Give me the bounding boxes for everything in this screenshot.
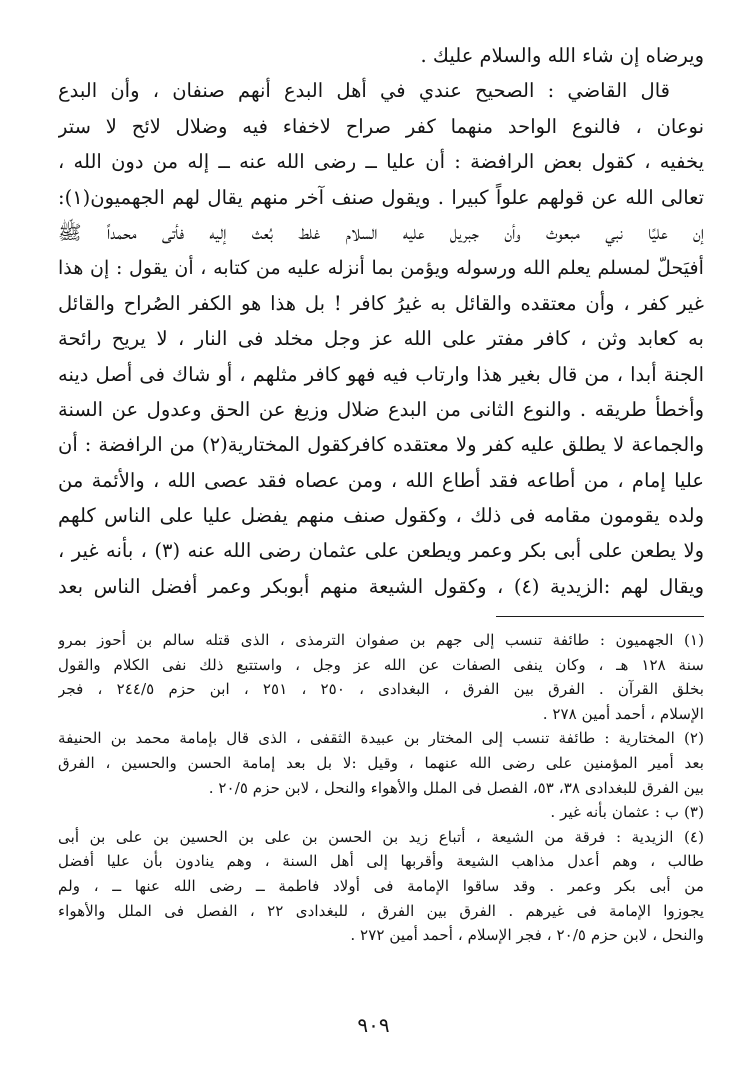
footnote-line: (٣) ب : عثمان بأنه غير . <box>550 803 704 822</box>
footnote-1 <box>58 628 704 726</box>
footnote-line: (١) الجهميون : طائفة تنسب إلى جهم بن صفوان الترمذى ، الذى قتله سالم بن أحوز بمرو <box>58 631 704 649</box>
text-line: ويقال لهم :الزيدية (٤) ، وكقول الشيعة منهم أبوبكر وعمر أفضل الناس بعد <box>58 574 704 598</box>
footnote-line: بين الفرق للبغدادى ٣٨، ٥٣، الفصل فى الملل والأهواء والنحل ، لابن حزم ٢٠/٥ . <box>208 778 704 797</box>
footnote-2 <box>58 726 704 800</box>
text-line: به كعابد وثن ، كافر مفتر على الله عز وجل مخلد فى النار ، لا يريح رائحة <box>58 327 704 351</box>
footnotes <box>58 628 704 948</box>
footnote-line: (٤) الزيدية : فرقة من الشيعة ، أتباع زيد بن الحسن بن على بن الحسين بن على بن أبى <box>58 827 704 846</box>
text-line: يخفيه ، كقول بعض الرافضة : أن عليا ــ رضى الله عنه ــ إله من دون الله ، <box>58 150 704 174</box>
book-page <box>58 38 704 945</box>
text-line: عليا إمام ، من أطاعه فقد أطاع الله ، ومن عصاه فقد عصى الله ، والأئمة من <box>58 468 704 492</box>
text-line: ويرضاه إن شاء الله والسلام عليك . <box>420 44 704 67</box>
footnote-separator <box>496 616 704 617</box>
text-line: الجنة أبدا ، من قال بغير هذا وارتاب فيه فهو كافر مثلهم ، أو شاك فى أصل دينه <box>58 362 704 386</box>
text-line: وأخطأ طريقه . والنوع الثانى من البدع ضلال وزيغ عن الحق وعدول عن السنة <box>58 397 704 421</box>
footnote-line: والنحل ، لابن حزم ٢٠/٥ ، فجر الإسلام ، أحمد أمين ٢٧٢ . <box>350 926 704 945</box>
text-line: أفيَحلّ لمسلم يعلم الله ورسوله ويؤمن بما أنزله عليه من كتابه ، أن يقول : إن هذا <box>58 256 704 280</box>
text-line: قال القاضي : الصحيح عندي في أهل البدع أنهم صنفان ، وأن البدع <box>58 79 670 103</box>
main-text <box>58 38 704 604</box>
footnote-line: (٢) المختارية : طائفة تنسب إلى المختار بن عبيدة الثقفى ، الذى قال بإمامة محمد بن الحنيفة <box>58 729 704 748</box>
footnote-line: من أبى بكر وعمر . وقد ساقوا الإمامة فى أولاد فاطمة ــ رضى الله عنها ــ ، ولم <box>58 876 704 895</box>
text-line: إن عليًا نبي مبعوث وأن جبريل عليه السلام غلط بُعث إليه فأتى محمداً ﷺ <box>58 220 704 244</box>
text-line: ولده يقومون مقامه فى ذلك ، وكقول صنف منهم يفضل عليا على الناس كلهم <box>58 504 704 528</box>
text-line: نوعان ، فالنوع الواحد منهما كفر صراح لاخفاء فيه وضلال لائح لا ستر <box>58 114 704 138</box>
footnote-4 <box>58 825 704 948</box>
footnote-line: طالب ، وهم أعدل مذاهب الشيعة وأقربها إلى أهل السنة ، وهم ينادون بأن عليا أفضل <box>58 852 704 871</box>
text-line: والجماعة لا يطلق عليه كفر ولا معتقده كافركقول المختارية(٢) من الرافضة : أن <box>58 433 704 457</box>
footnote-3 <box>58 800 704 825</box>
text-line: تعالى الله عن قولهم علواً كبيرا . ويقول صنف آخر منهم يقال لهم الجهميون(١): <box>58 185 704 209</box>
text-line: غير كفر ، وأن معتقده والقائل به غيرُ كافر ! بل هذا هو الكفر الصُراح والقائل <box>58 291 704 315</box>
footnote-line: بخلق القرآن . الفرق بين الفرق ، البغدادى ، ٢٥٠ ، ٢٥١ ، ابن حزم ٢٤٤/٥ ، فجر <box>58 680 704 699</box>
page-number: ٩٠٩ <box>357 1013 390 1037</box>
footnote-line: الإسلام ، أحمد أمين ٢٧٨ . <box>542 704 704 723</box>
text-line: ولا يطعن على أبى بكر وعمر ويطعن على عثمان رضى الله عنه (٣) ، بأنه غير ، <box>58 539 704 563</box>
footnote-line: سنة ١٢٨ هـ ، وكان ينفى الصفات عن الله عز وجل ، واستتبع ذلك نفى الكلام والقول <box>58 655 704 674</box>
footnote-line: يجوزوا الإمامة فى غيرهم . الفرق بين الفرق ، للبغدادى ٢٢ ، الفصل فى الملل والأهواء <box>58 901 704 920</box>
footnote-line: بعد أمير المؤمنين على رضى الله عنهما ، وقيل :لا بل بعد إمامة الحسن والحسين ، الفرق <box>58 753 704 772</box>
